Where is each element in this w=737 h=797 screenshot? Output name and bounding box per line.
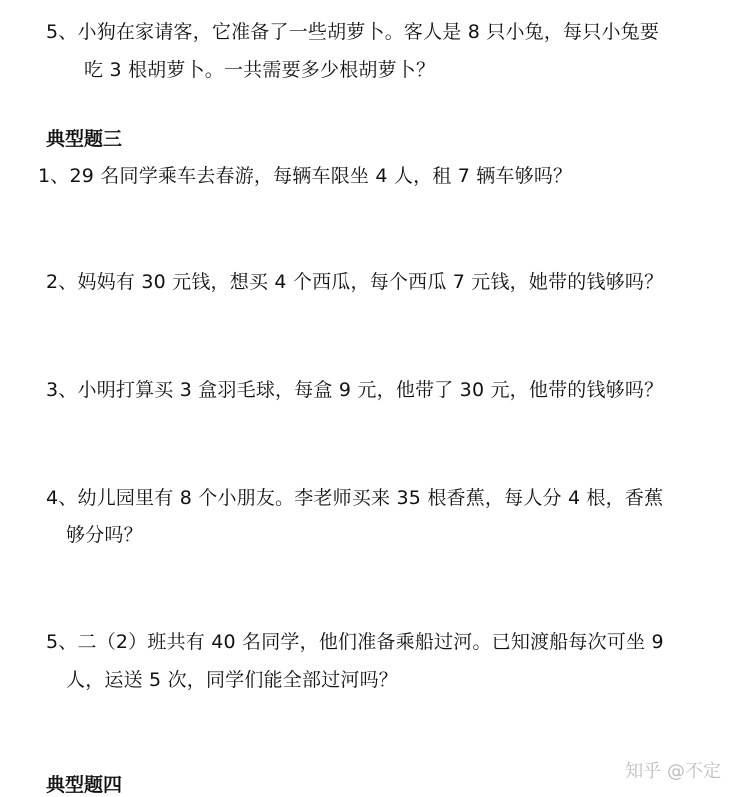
question-line: 5、小狗在家请客，它准备了一些胡萝卜。客人是 8 只小兔，每只小兔要: [46, 21, 660, 43]
question-line: 人，运送 5 次，同学们能全部过河吗？: [66, 669, 398, 691]
question-line: 5、二（2）班共有 40 名同学，他们准备乘船过河。已知渡船每次可坐 9: [46, 631, 664, 653]
question-line: 吃 3 根胡萝卜。一共需要多少根胡萝卜？: [84, 59, 436, 81]
question-line: 3、小明打算买 3 盒羽毛球，每盒 9 元，他带了 30 元，他带的钱够吗？: [46, 379, 664, 401]
question-line: 4、幼儿园里有 8 个小朋友。李老师买来 35 根香蕉，每人分 4 根，香蕉: [46, 487, 664, 509]
section-heading: 典型题四: [46, 774, 123, 796]
section-heading: 典型题三: [46, 128, 123, 150]
watermark: 知乎 @不定: [625, 761, 721, 782]
question-line: 够分吗？: [66, 524, 143, 546]
question-line: 2、妈妈有 30 元钱，想买 4 个西瓜，每个西瓜 7 元钱，她带的钱够吗？: [46, 271, 664, 293]
question-line: 1、29 名同学乘车去春游，每辆车限坐 4 人，租 7 辆车够吗？: [38, 165, 573, 187]
